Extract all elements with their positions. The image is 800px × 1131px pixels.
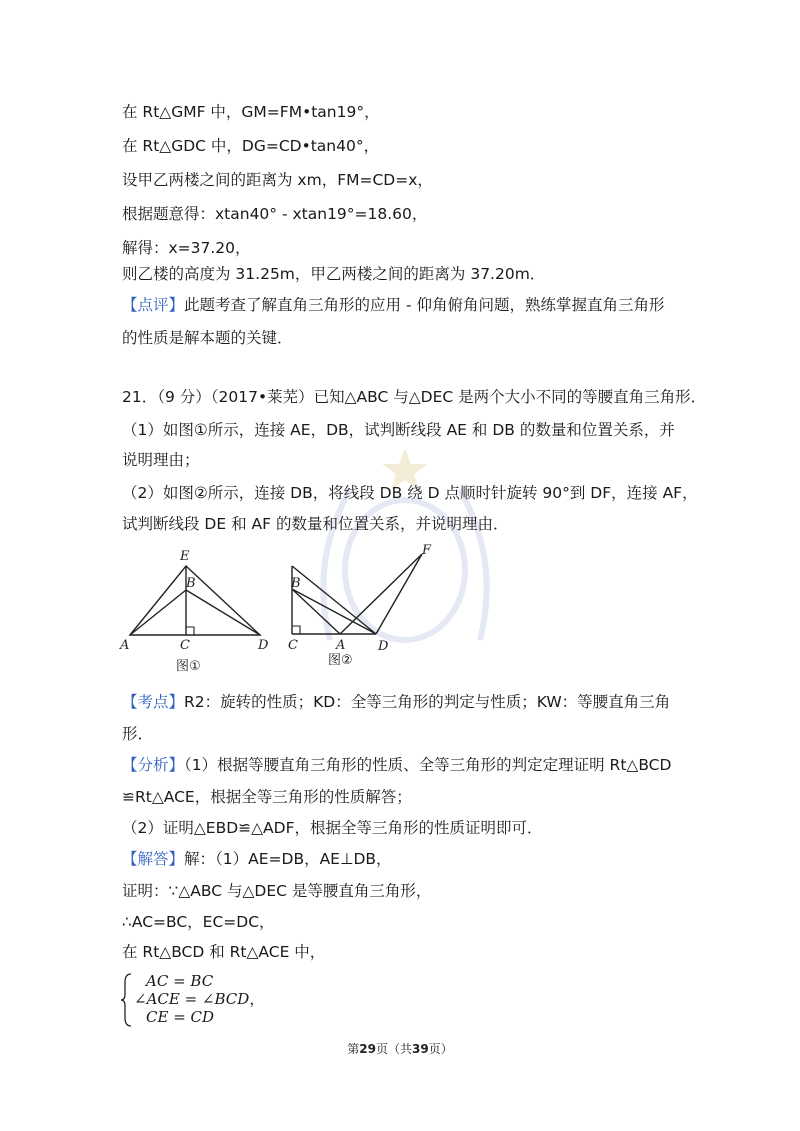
line-15: 形． [122,725,154,743]
figure-2-lines [292,554,422,634]
tag-kaodian: 【考点】 [122,693,185,711]
line-10: （1）如图①所示，连接 AE，DB，试判断线段 AE 和 DB 的数量和位置关系，并 [122,421,675,439]
line-1: 在 Rt△GMF 中，GM=FM•tan19°， [122,103,380,121]
line-22: 在 Rt△BCD 和 Rt△ACE 中， [122,943,326,961]
equation-row-2: ∠ACE = ∠BCD， [134,990,265,1008]
segment-bd [186,590,260,635]
line-18: （2）证明△EBD≌△ADF，根据全等三角形的性质证明即可． [122,819,543,837]
label-d: D [378,639,389,654]
line-16: 【分析】（1）根据等腰直角三角形的性质、全等三角形的判定定理证明 Rt△BCD [122,756,672,774]
line-14: 【考点】R2：旋转的性质；KD：全等三角形的判定与性质；KW：等腰直角三角 [122,693,671,711]
right-angle-mark [292,626,300,634]
line-3: 设甲乙两楼之间的距离为 xm，FM=CD=x， [122,171,433,189]
segment-ab [130,590,186,635]
right-angle-mark [186,627,194,635]
line-19: 【解答】解：（1）AE=DB，AE⊥DB， [122,850,392,868]
label-c: C [288,638,298,653]
segment-af [340,554,422,634]
figure-2 [280,540,440,670]
line-12: （2）如图②所示，连接 DB，将线段 DB 绕 D 点顺时针旋转 90°到 DF，连接 AF， [122,484,698,502]
total-pages: 39 [412,1042,429,1056]
line-5: 解得：x=37.20， [122,239,251,257]
figure-2-caption: 图② [328,653,353,668]
line-11: 说明理由； [122,451,200,469]
page-footer: 第29页（共39页） [347,1042,453,1056]
tag-fenxi: 【分析】 [122,756,185,774]
label-a: A [336,638,346,653]
label-f: F [422,543,432,558]
line-20: 证明：∵△ABC 与△DEC 是等腰直角三角形， [122,882,432,900]
line-4: 根据题意得：xtan40° - xtan19°=18.60， [122,205,428,223]
line-8: 的性质是解本题的关键． [122,329,293,347]
figure-1 [118,548,278,676]
label-a: A [120,638,130,653]
line-7: 【点评】此题考查了解直角三角形的应用 - 仰角俯角问题，熟练掌握直角三角形 [122,296,665,314]
label-c: C [180,638,190,653]
line-21: ∴AC=BC，EC=DC， [122,913,275,931]
label-d: D [258,638,269,653]
figure-1-caption: 图① [176,659,201,674]
tag-dianping: 【点评】 [122,296,185,314]
line-9: 21．（9 分）（2017•莱芜）已知△ABC 与△DEC 是两个大小不同的等腰直角三角形． [122,388,707,406]
left-brace [120,972,132,1028]
line-13: 试判断线段 DE 和 AF 的数量和位置关系，并说明理由． [122,515,509,533]
tag-jieda: 【解答】 [122,850,185,868]
label-b: B [186,576,196,591]
label-e: E [180,549,190,564]
line-2: 在 Rt△GDC 中，DG=CD•tan40°， [122,137,380,155]
equation-row-3: CE = CD [146,1008,215,1026]
equation-row-1: AC = BC [146,972,214,990]
segment-df [376,554,422,634]
current-page: 29 [359,1042,376,1056]
line-17: ≌Rt△ACE，根据全等三角形的性质解答； [122,788,412,806]
label-b: B [291,576,301,591]
equation-system [120,972,320,1028]
line-6: 则乙楼的高度为 31.25m，甲乙两楼之间的距离为 37.20m． [122,265,546,283]
